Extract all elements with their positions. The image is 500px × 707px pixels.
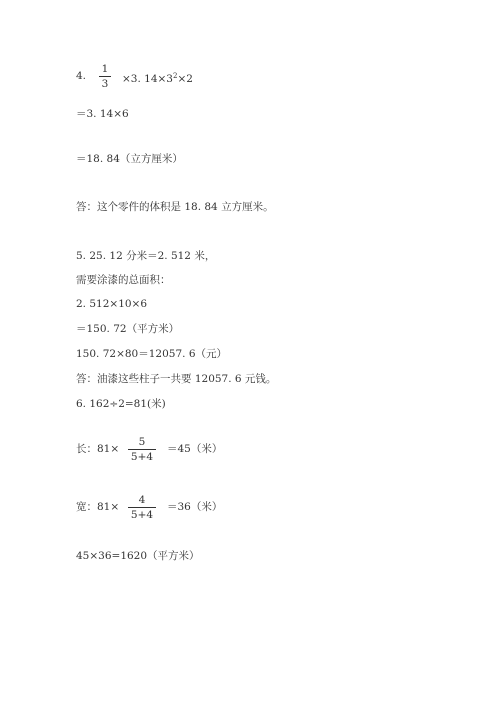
q5-line3: 2. 512×10×6 bbox=[76, 298, 148, 310]
q6-length-numerator: 5 bbox=[138, 436, 146, 448]
q6-width-numerator: 4 bbox=[138, 494, 146, 506]
q6-width-prefix: 宽：81× bbox=[76, 501, 120, 513]
q4-expression bbox=[122, 69, 193, 86]
q5-line5: 150. 72×80＝12057. 6（元） bbox=[76, 348, 227, 360]
q4-answer: 答：这个零件的体积是 18. 84 立方厘米。 bbox=[76, 201, 274, 213]
q4-expr-exponent: 2 bbox=[173, 72, 178, 80]
q5-line1: 5. 25. 12 分米＝2. 512 米， bbox=[76, 250, 216, 262]
q6-width-denominator: 5+4 bbox=[130, 509, 154, 521]
q4-expr-b: ×2 bbox=[177, 73, 193, 85]
q5-line2: 需要涂漆的总面积： bbox=[76, 274, 171, 286]
q6-line1: 6. 162÷2=81(米) bbox=[76, 398, 166, 410]
q6-length-result: ＝45（米） bbox=[167, 443, 223, 455]
q4-fraction bbox=[99, 63, 111, 90]
q6-width-result: ＝36（米） bbox=[167, 501, 223, 513]
q6-length-prefix: 长：81× bbox=[76, 443, 120, 455]
fraction-bar bbox=[99, 76, 111, 77]
q5-line4: ＝150. 72（平方米） bbox=[76, 323, 180, 335]
q4-step1: ＝3. 14×6 bbox=[76, 108, 129, 120]
q6-width-fraction bbox=[128, 494, 156, 521]
fraction-bar bbox=[128, 507, 156, 508]
q6-length-fraction bbox=[128, 436, 156, 463]
q6-length-denominator: 5+4 bbox=[130, 451, 154, 463]
q4-label: 4. bbox=[76, 70, 87, 82]
q6-area: 45×36=1620（平方米） bbox=[76, 550, 200, 562]
fraction-bar bbox=[128, 449, 156, 450]
q4-fraction-numerator: 1 bbox=[101, 63, 109, 75]
q4-expr-a: ×3. 14×3 bbox=[122, 73, 173, 85]
q4-fraction-denominator: 3 bbox=[101, 78, 109, 90]
q5-answer: 答：油漆这些柱子一共要 12057. 6 元钱。 bbox=[76, 373, 277, 385]
q4-step2: ＝18. 84（立方厘米） bbox=[76, 153, 183, 165]
